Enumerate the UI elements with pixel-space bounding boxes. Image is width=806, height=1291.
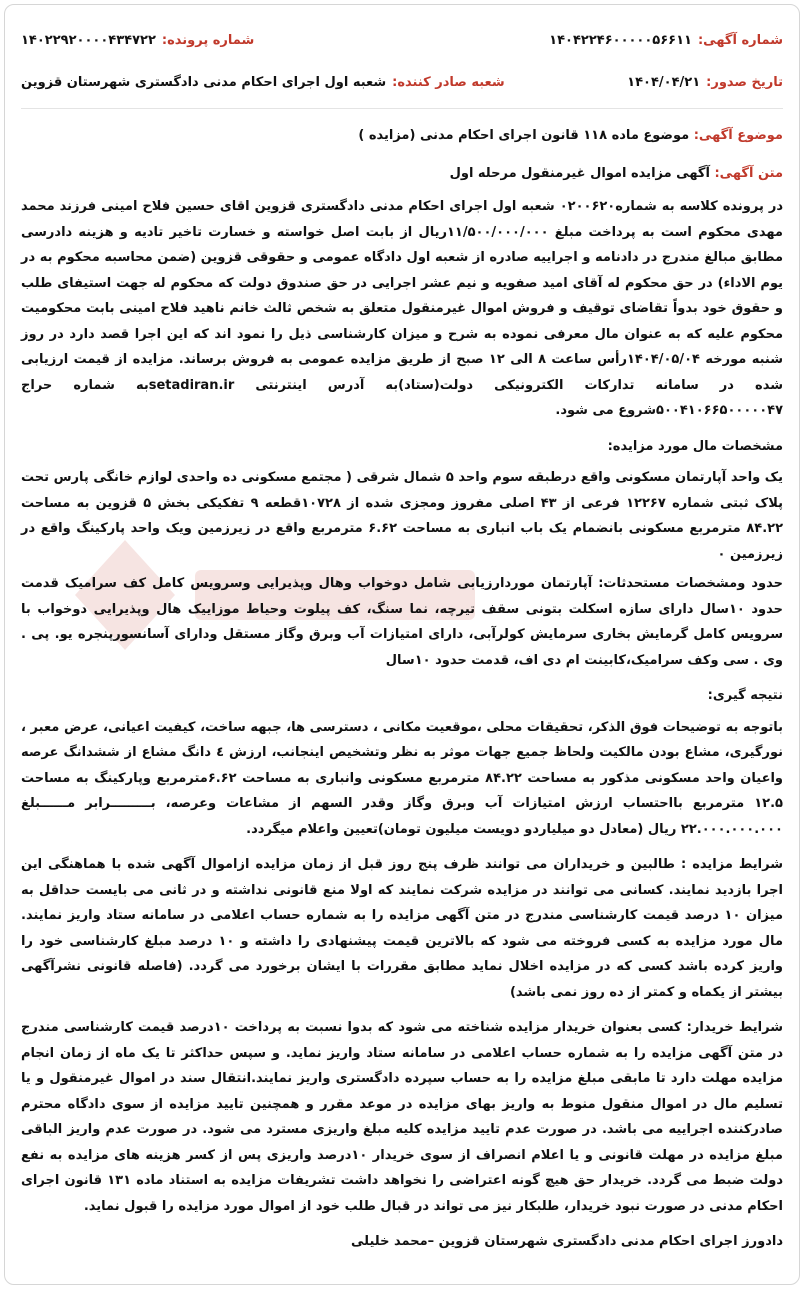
issue-date-label: تاریخ صدور: xyxy=(706,75,783,90)
buyer-terms: شرایط خریدار: کسی بعنوان خریدار مزایده شناخته می شود که بدوا نسبت به پرداخت ۱۰درصد قیمت کارشناسی مندرج در متن آگهی مزایده را به شماره حساب اعلامی در سامانه ستاد واریز نماید. و سپس حداکثر تا یک ماه از زمان انجام مزایده مهلت دارد تا مابقی مبلغ مزایده را به حساب سپرده دادگستری واریز نمایند.انتقال سند در اموال غیرمنقول و یا تسلیم مال در اموال منقول منوط به واریز بهای مزایده در موعد مقرر و همچنین تایید مزایده از سوی دادگاه محترم صادرکننده اجراییه می باشد. در صورت عدم تایید مزایده کلیه مبلغ واریزی مسترد می شود. در صورت عدم واریز الباقی مبلغ مزایده در مهلت قانونی و یا اعلام انصراف از سوی خریدار ۱۰درصد واریزی پس از کسر هزینه های مزایده به نفع دولت ضبط می گردد. خریدار حق هیچ گونه اعتراضی را نخواهد داشت تشریفات مزایده به استناد ماده ۱۳۱ قانون اجرای احکام مدنی در صورت نبود خریدار، طلبکار نیز می تواند در قبال طلب خود از اموال مورد مزایده را قبول نماید. xyxy=(21,1020,784,1214)
intro-paragraph: در پرونده کلاسه به شماره۰۲۰۰۶۲۰ شعبه اول اجرای احکام مدنی دادگستری قزوین اقای حسین فلاح امینی فرزند محمد مهدی محکوم است به پرداخت مبلغ ۱۱/۵۰۰/۰۰۰/۰۰۰ریال از بابت اصل خواسته و خسارت تاخیر تادیه و هزینه دادرسی مطابق مبالغ مندرج در دادنامه و اجراییه صادره از شعبه اول دادگاه عمومی و حقوقی قزوین (ضمن محاسبه محکوم به در یوم الاداء) در حق محکوم له آقای امید صفویه و نیم عشر اجرایی در حق صندوق دولت که محکوم له جهت استیفای طلب و حقوق خود بدواً تقاضای توقیف و فروش اموال غیرمنقول متعلق به شخص ثالث خانم ناهید فلاح امینی بابت محکومیت محکوم علیه که به عنوان مال معرفی نموده به شرح و میزان کارشناسی ذیل را نمود اند که این اجرا قصد دارد در روز شنبه مورخه ۱۴۰۴/۰۵/۰۴رأس ساعت ۸ الی ۱۲ صبح از طریق مزایده عمومی به فروش برساند. مزایده از قیمت ارزیابی شده در سامانه تدارکات الکترونیکی دولت(ستاد)به آدرس اینترنتی setadiran.irبه شماره حراج ۵۰۰۴۱۰۶۶۵۰۰۰۰۰۴۷شروع می شود. xyxy=(21,199,783,418)
subject-line xyxy=(21,123,783,149)
property-specs: حدود ومشخصات مستحدثات: آپارتمان موردارزیابی شامل دوخواب وهال وپذیرایی وسرویس کامل کف سرامیک قدمت حدود ۱۰سال دارای سازه اسکلت بتونی سقف تیرچه، نما سنگ، کف پیلوت وحیاط موزاییک هال وپذیرایی دوخواب با سرویس کامل گرمایش بخاری سرمایش کولرآبی، دارای امتیازات آب وبرق وگاز مستقل ودارای آسانسورپنجره یو. پی . وی . سی وکف سرامیک،کابینت ام دی اف، قدمت حدود ۱۰سال xyxy=(21,576,784,668)
issuer-value: شعبه اول اجرای احکام مدنی دادگستری شهرستان قزوین xyxy=(21,75,387,90)
case-number-value: ۱۴۰۲۲۹۲۰۰۰۰۴۳۴۷۲۲ xyxy=(21,33,156,48)
notice-card xyxy=(4,4,800,1285)
ad-number-value: ۱۴۰۴۲۲۴۶۰۰۰۰۰۵۶۶۱۱ xyxy=(549,33,692,48)
subject-value: موضوع ماده ۱۱۸ قانون اجرای احکام مدنی (مزایده ) xyxy=(358,128,690,143)
signature-line: دادورز اجرای احکام مدنی دادگستری شهرستان قزوین –محمد خلیلی xyxy=(351,1234,783,1249)
property-description: یک واحد آپارتمان مسکونی واقع درطبقه سوم واحد ۵ شمال شرقی ( مجتمع مسکونی ده واحدی لوازم خانگی پارس تحت پلاک ثبتی شماره ۱۲۲۶۷ فرعی از ۴۳ اصلی مفروز ومجزی شده از ۱۰۷۲۸قطعه ۹ تفکیکی بخش ۵ قزوین به مساحت ۸۴.۲۲ مترمربع مسکونی بانضمام یک باب انباری به مساحت ۶.۶۲ مترمربع واقع در زیرزمین ویک واحد پارکینگ واقع در زیرزمین ۰ xyxy=(21,470,784,562)
issue-date xyxy=(627,75,783,90)
text-label: متن آگهی: xyxy=(714,165,783,181)
header-row-2 xyxy=(21,75,783,90)
issuer xyxy=(21,75,505,90)
ad-number-label: شماره آگهی: xyxy=(697,33,783,48)
ad-number xyxy=(549,33,783,48)
property-heading: مشخصات مال مورد مزایده: xyxy=(607,438,783,454)
auction-terms: شرایط مزایده : طالبین و خریداران می توانند ظرف پنج روز قبل از زمان مزایده ازاموال آگهی شده با هماهنگی این اجرا بازدید نمایند. کسانی می توانند در مزایده شرکت نمایند که اولا منع قانونی نداشته و در ثانی می بایست حداقل به میزان ۱۰ درصد قیمت کارشناسی مندرج در متن آگهی مزایده را به شماره حساب اعلامی در سامانه ستاد واریز نمایند. مال مورد مزایده به کسی فروخته می شود که بالاترین قیمت پیشنهادی را داشته و ۱۰ درصد مبلغ کارشناسی خود را واریز کرده باشد کسی که در مزایده اخلال نماید مطابق مقررات با ایشان برخورد می گردد. (فاصله قانونی نشرآگهی بیشتر از یکماه و کمتر از ده روز نمی باشد) xyxy=(21,857,783,1000)
conclusion-paragraph: باتوجه به توضیحات فوق الذکر، تحقیقات محلی ،موقعیت مکانی ، دسترسی ها، جبهه ساخت، کیفیت اعیانی، عرض معبر ، نورگیری، مشاع بودن مالکیت ولحاظ جمیع جهات موثر به نظر وتشخیص اینجانب، ارزش ٤ دانگ مشاع از ششدانگ عرصه واعیان واحد مسکونی مذکور به مساحت ۸۴.۲۲ مترمربع مسکونی وانباری به مساحت ۶.۶۲مترمربع وپارکینگ به مساحت ۱۲.۵ مترمربع بااحتساب ارزش امتیازات آب وبرق وگاز وقدر السهم از مشاعات وعرصه، بـــــــــرابر مــــــبلغ ۲۲.۰۰۰.۰۰۰.۰۰۰ ریال (معادل دو میلیاردو دویست میلیون تومان)تعیین واعلام میگردد. xyxy=(21,719,783,837)
issue-date-value: ۱۴۰۴/۰۴/۲۱ xyxy=(627,75,701,90)
subject-label: موضوع آگهی: xyxy=(693,128,783,143)
notice-body xyxy=(21,123,783,1274)
header-divider xyxy=(21,108,783,109)
text-title: آگهی مزایده اموال غیرمنقول مرحله اول xyxy=(449,165,710,181)
case-number-label: شماره پرونده: xyxy=(161,33,255,48)
issuer-label: شعبه صادر کننده: xyxy=(392,75,505,90)
conclusion-heading: نتیجه گیری: xyxy=(707,688,783,703)
case-number xyxy=(21,33,254,48)
text-title-line xyxy=(21,161,783,187)
header-row-1 xyxy=(21,33,783,48)
